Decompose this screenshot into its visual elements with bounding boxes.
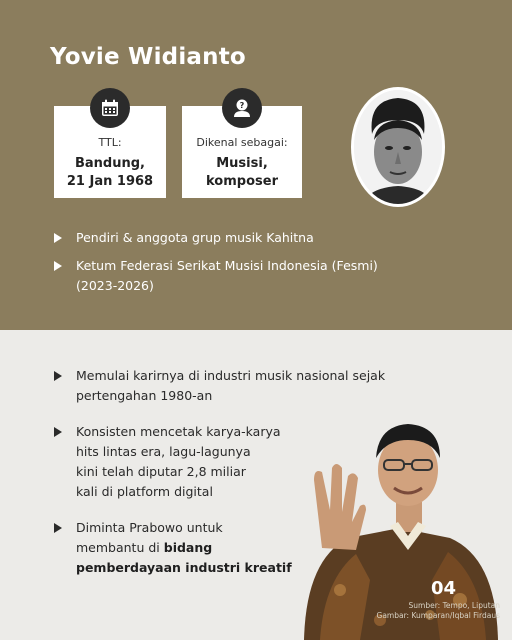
portrait-image xyxy=(351,87,445,207)
svg-text:?: ? xyxy=(239,100,245,110)
calendar-icon xyxy=(90,88,130,128)
page-number: 04 xyxy=(431,578,457,599)
list-item: Memulai karirnya di industri musik nasional sejak pertengahan 1980-an xyxy=(54,366,385,406)
birth-label: TTL: xyxy=(98,136,122,149)
birth-date: 21 Jan 1968 xyxy=(66,174,154,189)
profile-name: Yovie Widianto xyxy=(50,44,246,70)
list-item: Diminta Prabowo untuk membantu di bidang pemberdayaan industri kreatif xyxy=(54,518,385,578)
known-as-card xyxy=(182,100,302,198)
known-as-line1: Musisi, xyxy=(216,156,268,171)
bullet-triangle-icon xyxy=(54,371,62,381)
bullet-triangle-icon xyxy=(54,233,62,243)
list-item: Ketum Federasi Serikat Musisi Indonesia (Fesmi) (2023-2026) xyxy=(54,256,378,296)
known-as-label: Dikenal sebagai: xyxy=(196,136,288,149)
birth-value xyxy=(54,155,166,191)
list-item: Konsisten mencetak karya-karya hits lintas era, lagu-lagunya kini telah diputar 2,8 miliar kali di platform digital xyxy=(54,422,385,502)
known-as-value xyxy=(182,155,302,191)
top-bullet-list xyxy=(54,228,378,304)
birth-info-card xyxy=(54,106,166,198)
bullet-triangle-icon xyxy=(54,523,62,533)
credits xyxy=(377,601,500,621)
person-question-icon xyxy=(222,88,262,128)
image-credit: Gambar: Kumparan/Iqbal Firdaus xyxy=(376,611,500,620)
list-item: Pendiri & anggota grup musik Kahitna xyxy=(54,228,378,248)
source-credit: Sumber: Tempo, Liputan xyxy=(408,601,500,610)
birth-place: Bandung, xyxy=(75,156,145,171)
bullet-triangle-icon xyxy=(54,427,62,437)
known-as-line2: komposer xyxy=(206,174,278,189)
bullet-triangle-icon xyxy=(54,261,62,271)
